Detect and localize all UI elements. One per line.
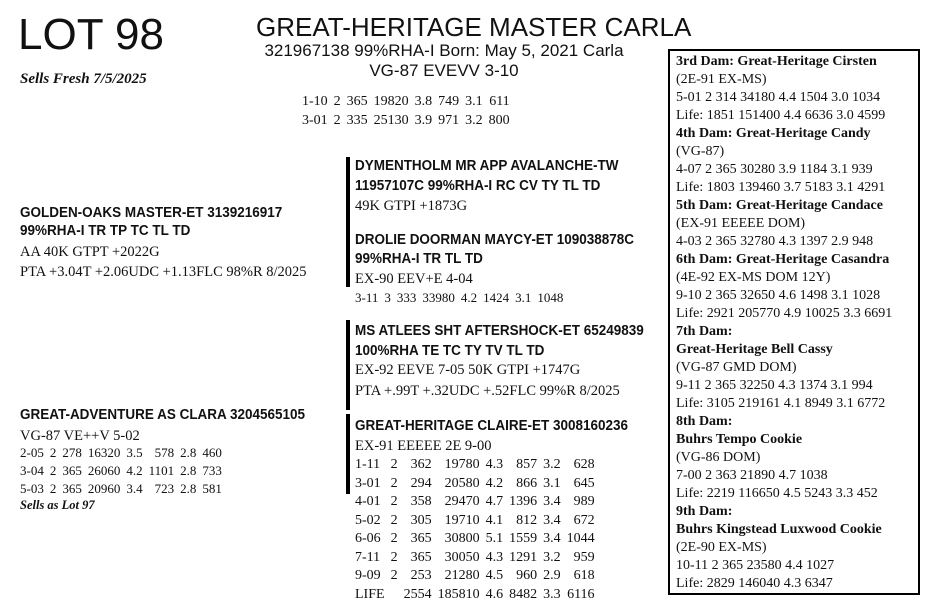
ancestor-dam-detail: (4E-92 EX-MS DOM 12Y) — [676, 269, 912, 287]
dam-record-row — [20, 462, 228, 480]
dam-sire-name-line2: 100%RHA TE TC TY TV TL TD — [355, 340, 544, 362]
ancestor-dam-title: 7th Dam: — [676, 323, 912, 341]
dam-record-cell: 733 — [202, 462, 228, 480]
ancestor-dam-detail: (VG-87 GMD DOM) — [676, 359, 912, 377]
dam-dam-record-cell: 672 — [567, 512, 601, 531]
dam-bracket-bottom — [346, 414, 350, 494]
animal-id-line: 321967138 99%RHA-I Born: May 5, 2021 Carla — [224, 41, 664, 61]
sire-dam-classification: EX-90 EEV+E 4-04 — [355, 269, 473, 290]
sire-dam-record-cell: 3-11 — [355, 288, 384, 307]
dam-dam-record-cell: 6116 — [567, 586, 601, 604]
dam-dam-record-cell: 4.6 — [486, 586, 510, 604]
ancestor-dam-name: Buhrs Kingstead Luxwood Cookie — [676, 521, 912, 539]
dam-dam-record-cell: 185810 — [438, 586, 486, 604]
ancestor-dam-detail: 9-11 2 365 32250 4.3 1374 3.1 994 — [676, 377, 912, 395]
dam-record-cell: 3-04 — [20, 462, 50, 480]
dam-record-cell: 5-03 — [20, 480, 50, 498]
dam-record-cell: 2 — [50, 462, 63, 480]
dam-dam-record-cell: LIFE — [355, 586, 391, 604]
dam-dam-record-cell: 645 — [567, 475, 601, 494]
dam-dam-record-cell: 365 — [404, 530, 438, 549]
animal-record-cell: 2 — [334, 92, 347, 111]
ancestor-dam-title: 3rd Dam: Great-Heritage Cirsten — [676, 53, 912, 71]
dam-dam-record-cell: 3.4 — [543, 512, 567, 531]
sire-dam-record-cell: 1048 — [537, 288, 569, 307]
dam-note: Sells as Lot 97 — [20, 498, 95, 513]
ancestor-dam-detail: 10-11 2 365 23580 4.4 1027 — [676, 557, 912, 575]
dam-dam-record-cell: 19780 — [438, 456, 486, 475]
dam-dam-record-cell: 362 — [404, 456, 438, 475]
dam-record-cell: 365 — [62, 462, 88, 480]
ancestor-dam-detail: (2E-91 EX-MS) — [676, 71, 912, 89]
animal-name: GREAT-HERITAGE MASTER CARLA — [256, 12, 691, 43]
ancestor-dam-title: 4th Dam: Great-Heritage Candy — [676, 125, 912, 143]
sire-sire-name-line1: DYMENTHOLM MR APP AVALANCHE-TW — [355, 155, 618, 177]
dam-record-cell: 460 — [202, 444, 228, 462]
dam-dam-classification: EX-91 EEEEE 2E 9-00 — [355, 436, 492, 457]
dam-record-row — [20, 444, 228, 462]
ancestor-dam-detail: Life: 2921 205770 4.9 10025 3.3 6691 — [676, 305, 912, 323]
dam-dam-record-cell: 2 — [391, 456, 404, 475]
ancestor-dam-detail: (2E-90 EX-MS) — [676, 539, 912, 557]
sire-dam-records — [355, 288, 569, 307]
dam-record-row — [20, 480, 228, 498]
dam-dam-record-cell: 7-11 — [355, 549, 391, 568]
dam-dam-record-cell: 358 — [404, 493, 438, 512]
dam-dam-record-cell: 1291 — [509, 549, 543, 568]
dam-record-cell: 278 — [62, 444, 88, 462]
dam-dam-record-cell: 294 — [404, 475, 438, 494]
dam-dam-record-cell: 3-01 — [355, 475, 391, 494]
ancestor-dam-title: 9th Dam: — [676, 503, 912, 521]
sire-sire-name-line2: 11957107C 99%RHA-I RC CV TY TL TD — [355, 175, 600, 197]
animal-record-row — [302, 92, 516, 111]
sire-dam-name-line2: 99%RHA-I TR TL TD — [355, 248, 483, 270]
dam-record-cell: 16320 — [88, 444, 127, 462]
dam-dam-record-cell: 618 — [567, 567, 601, 586]
dam-dam-record-cell: 4.5 — [486, 567, 510, 586]
dam-dam-record-row — [355, 530, 601, 549]
sire-dam-record-cell: 3.1 — [515, 288, 537, 307]
sells-fresh-date: Sells Fresh 7/5/2025 — [20, 71, 147, 88]
dam-records — [20, 444, 228, 498]
dam-classification: VG-87 VE++V 5-02 — [20, 426, 140, 447]
sire-info2: PTA +3.04T +2.06UDC +1.13FLC 98%R 8/2025 — [20, 262, 307, 283]
sire-name-line1: GOLDEN-OAKS MASTER-ET 3139216917 — [20, 202, 282, 224]
sire-dam-record-cell: 333 — [397, 288, 423, 307]
dam-dam-record-cell: 857 — [509, 456, 543, 475]
dam-dam-record-cell: 6-06 — [355, 530, 391, 549]
dam-dam-record-cell: 365 — [404, 549, 438, 568]
dam-bracket-top — [346, 320, 350, 410]
dam-dam-record-row — [355, 475, 601, 494]
animal-record-cell: 800 — [489, 111, 516, 130]
dam-dam-record-cell: 2.9 — [543, 567, 567, 586]
dam-dam-record-cell: 1-11 — [355, 456, 391, 475]
dam-dam-record-cell: 29470 — [438, 493, 486, 512]
dam-dam-record-row — [355, 456, 601, 475]
dam-dam-record-cell: 960 — [509, 567, 543, 586]
animal-record-cell: 335 — [347, 111, 374, 130]
dam-record-cell: 2-05 — [20, 444, 50, 462]
dam-dam-record-cell: 2 — [391, 530, 404, 549]
sire-dam-record-row — [355, 288, 569, 307]
dam-dam-record-cell: 4.3 — [486, 456, 510, 475]
ancestor-dam-detail: 4-07 2 365 30280 3.9 1184 3.1 939 — [676, 161, 912, 179]
dam-dam-record-cell: 628 — [567, 456, 601, 475]
dam-record-cell: 20960 — [88, 480, 127, 498]
animal-record-cell: 3.1 — [465, 92, 489, 111]
dam-record-cell: 2 — [50, 444, 63, 462]
dam-record-cell: 3.4 — [126, 480, 148, 498]
dam-dam-record-row — [355, 512, 601, 531]
dam-dam-record-cell: 2 — [391, 475, 404, 494]
animal-record-cell: 3-01 — [302, 111, 334, 130]
ancestor-dam-detail: Life: 2829 146040 4.3 6347 — [676, 575, 912, 593]
dam-dam-record-cell: 989 — [567, 493, 601, 512]
dam-dam-record-cell: 866 — [509, 475, 543, 494]
ancestor-dam-name: Great-Heritage Bell Cassy — [676, 341, 912, 359]
dam-dam-record-cell: 2554 — [404, 586, 438, 604]
ancestor-dam-detail: Life: 1803 139460 3.7 5183 3.1 4291 — [676, 179, 912, 197]
dam-dam-record-cell: 2 — [391, 493, 404, 512]
ancestor-dam-detail: Life: 1851 151400 4.4 6636 3.0 4599 — [676, 107, 912, 125]
animal-record-cell: 2 — [334, 111, 347, 130]
ancestor-dam-detail: (EX-91 EEEEE DOM) — [676, 215, 912, 233]
dam-record-cell: 1101 — [149, 462, 181, 480]
animal-record-cell: 19820 — [374, 92, 415, 111]
dam-record-cell: 2.8 — [180, 444, 202, 462]
sire-dam-name-line1: DROLIE DOORMAN MAYCY-ET 109038878C — [355, 229, 634, 251]
dam-dam-record-cell: 3.3 — [543, 586, 567, 604]
dam-dam-record-cell: 3.4 — [543, 493, 567, 512]
sire-dam-record-cell: 33980 — [422, 288, 461, 307]
dam-dam-name: GREAT-HERITAGE CLAIRE-ET 3008160236 — [355, 415, 628, 437]
dam-dam-record-cell: 30800 — [438, 530, 486, 549]
animal-classification: VG-87 EVEVV 3-10 — [224, 61, 664, 81]
ancestor-dam-detail: 4-03 2 365 32780 4.3 1397 2.9 948 — [676, 233, 912, 251]
sire-dam-record-cell: 3 — [384, 288, 397, 307]
ancestor-dam-name: Buhrs Tempo Cookie — [676, 431, 912, 449]
ancestor-dam-detail: Life: 3105 219161 4.1 8949 3.1 6772 — [676, 395, 912, 413]
animal-record-cell: 3.2 — [465, 111, 489, 130]
ancestor-dam-title: 5th Dam: Great-Heritage Candace — [676, 197, 912, 215]
dam-record-cell: 2 — [50, 480, 63, 498]
ancestor-dam-detail: (VG-86 DOM) — [676, 449, 912, 467]
animal-record-cell: 971 — [438, 111, 465, 130]
dam-dam-record-cell: 3.1 — [543, 475, 567, 494]
sire-info1: AA 40K GTPT +2022G — [20, 242, 160, 263]
dam-dam-record-cell: 2 — [391, 549, 404, 568]
dam-dam-record-cell: 4.1 — [486, 512, 510, 531]
animal-record-cell: 25130 — [374, 111, 415, 130]
dam-record-cell: 2.8 — [180, 480, 202, 498]
dam-dam-record-cell: 5-02 — [355, 512, 391, 531]
dam-dam-records — [355, 456, 601, 604]
dam-record-cell: 26060 — [88, 462, 127, 480]
dam-record-cell: 723 — [149, 480, 181, 498]
animal-record-cell: 3.8 — [415, 92, 439, 111]
dam-dam-record-cell: 1396 — [509, 493, 543, 512]
dam-name: GREAT-ADVENTURE AS CLARA 3204565105 — [20, 404, 305, 426]
dam-dam-record-cell: 2 — [391, 512, 404, 531]
ancestor-dam-title: 8th Dam: — [676, 413, 912, 431]
dam-dam-record-cell: 4.2 — [486, 475, 510, 494]
dam-record-cell: 4.2 — [126, 462, 148, 480]
dam-dam-record-cell: 253 — [404, 567, 438, 586]
animal-record-cell: 365 — [347, 92, 374, 111]
dam-record-cell: 365 — [62, 480, 88, 498]
sire-dam-record-cell: 4.2 — [461, 288, 483, 307]
dam-dam-record-cell: 20580 — [438, 475, 486, 494]
dam-dam-record-cell: 3.4 — [543, 530, 567, 549]
dam-dam-record-row — [355, 549, 601, 568]
sire-dam-record-cell: 1424 — [483, 288, 515, 307]
dam-sire-info2: PTA +.99T +.32UDC +.52FLC 99%R 8/2025 — [355, 381, 620, 402]
dam-dam-record-row — [355, 493, 601, 512]
dam-dam-record-cell: 959 — [567, 549, 601, 568]
dam-dam-record-cell: 8482 — [509, 586, 543, 604]
sire-sire-info: 49K GTPI +1873G — [355, 196, 467, 217]
animal-record-cell: 1-10 — [302, 92, 334, 111]
extended-pedigree-box — [668, 49, 920, 595]
dam-dam-record-cell: 9-09 — [355, 567, 391, 586]
lot-number: LOT 98 — [18, 10, 164, 60]
dam-record-cell: 3.5 — [126, 444, 148, 462]
dam-dam-record-cell: 3.2 — [543, 456, 567, 475]
dam-dam-record-cell: 4.3 — [486, 549, 510, 568]
dam-dam-record-cell: 3.2 — [543, 549, 567, 568]
dam-dam-record-cell: 30050 — [438, 549, 486, 568]
dam-sire-info1: EX-92 EEVE 7-05 50K GTPI +1747G — [355, 360, 580, 381]
dam-dam-record-cell: 1559 — [509, 530, 543, 549]
animal-record-cell: 611 — [489, 92, 516, 111]
sire-bracket-bottom — [346, 227, 350, 287]
dam-dam-record-cell: 812 — [509, 512, 543, 531]
dam-dam-record-cell: 19710 — [438, 512, 486, 531]
ancestor-dam-detail: Life: 2219 116650 4.5 5243 3.3 452 — [676, 485, 912, 503]
animal-records — [302, 92, 516, 130]
animal-record-cell: 3.9 — [415, 111, 439, 130]
animal-record-cell: 749 — [438, 92, 465, 111]
dam-dam-record-cell: 4-01 — [355, 493, 391, 512]
dam-dam-record-cell: 4.7 — [486, 493, 510, 512]
dam-dam-record-cell: 2 — [391, 567, 404, 586]
sire-name-line2: 99%RHA-I TR TP TC TL TD — [20, 220, 190, 242]
dam-sire-name-line1: MS ATLEES SHT AFTERSHOCK-ET 65249839 — [355, 320, 644, 342]
dam-dam-record-row — [355, 586, 601, 604]
dam-dam-record-cell: 21280 — [438, 567, 486, 586]
dam-record-cell: 581 — [202, 480, 228, 498]
dam-dam-record-cell: 305 — [404, 512, 438, 531]
ancestor-dam-title: 6th Dam: Great-Heritage Casandra — [676, 251, 912, 269]
dam-record-cell: 578 — [149, 444, 181, 462]
dam-dam-record-row — [355, 567, 601, 586]
dam-dam-record-cell: 5.1 — [486, 530, 510, 549]
ancestor-dam-detail: 9-10 2 365 32650 4.6 1498 3.1 1028 — [676, 287, 912, 305]
ancestor-dam-detail: 5-01 2 314 34180 4.4 1504 3.0 1034 — [676, 89, 912, 107]
ancestor-dam-detail: 7-00 2 363 21890 4.7 1038 — [676, 467, 912, 485]
dam-record-cell: 2.8 — [180, 462, 202, 480]
ancestor-dam-detail: (VG-87) — [676, 143, 912, 161]
dam-dam-record-cell: 1044 — [567, 530, 601, 549]
animal-record-row — [302, 111, 516, 130]
dam-dam-record-cell — [391, 586, 404, 604]
